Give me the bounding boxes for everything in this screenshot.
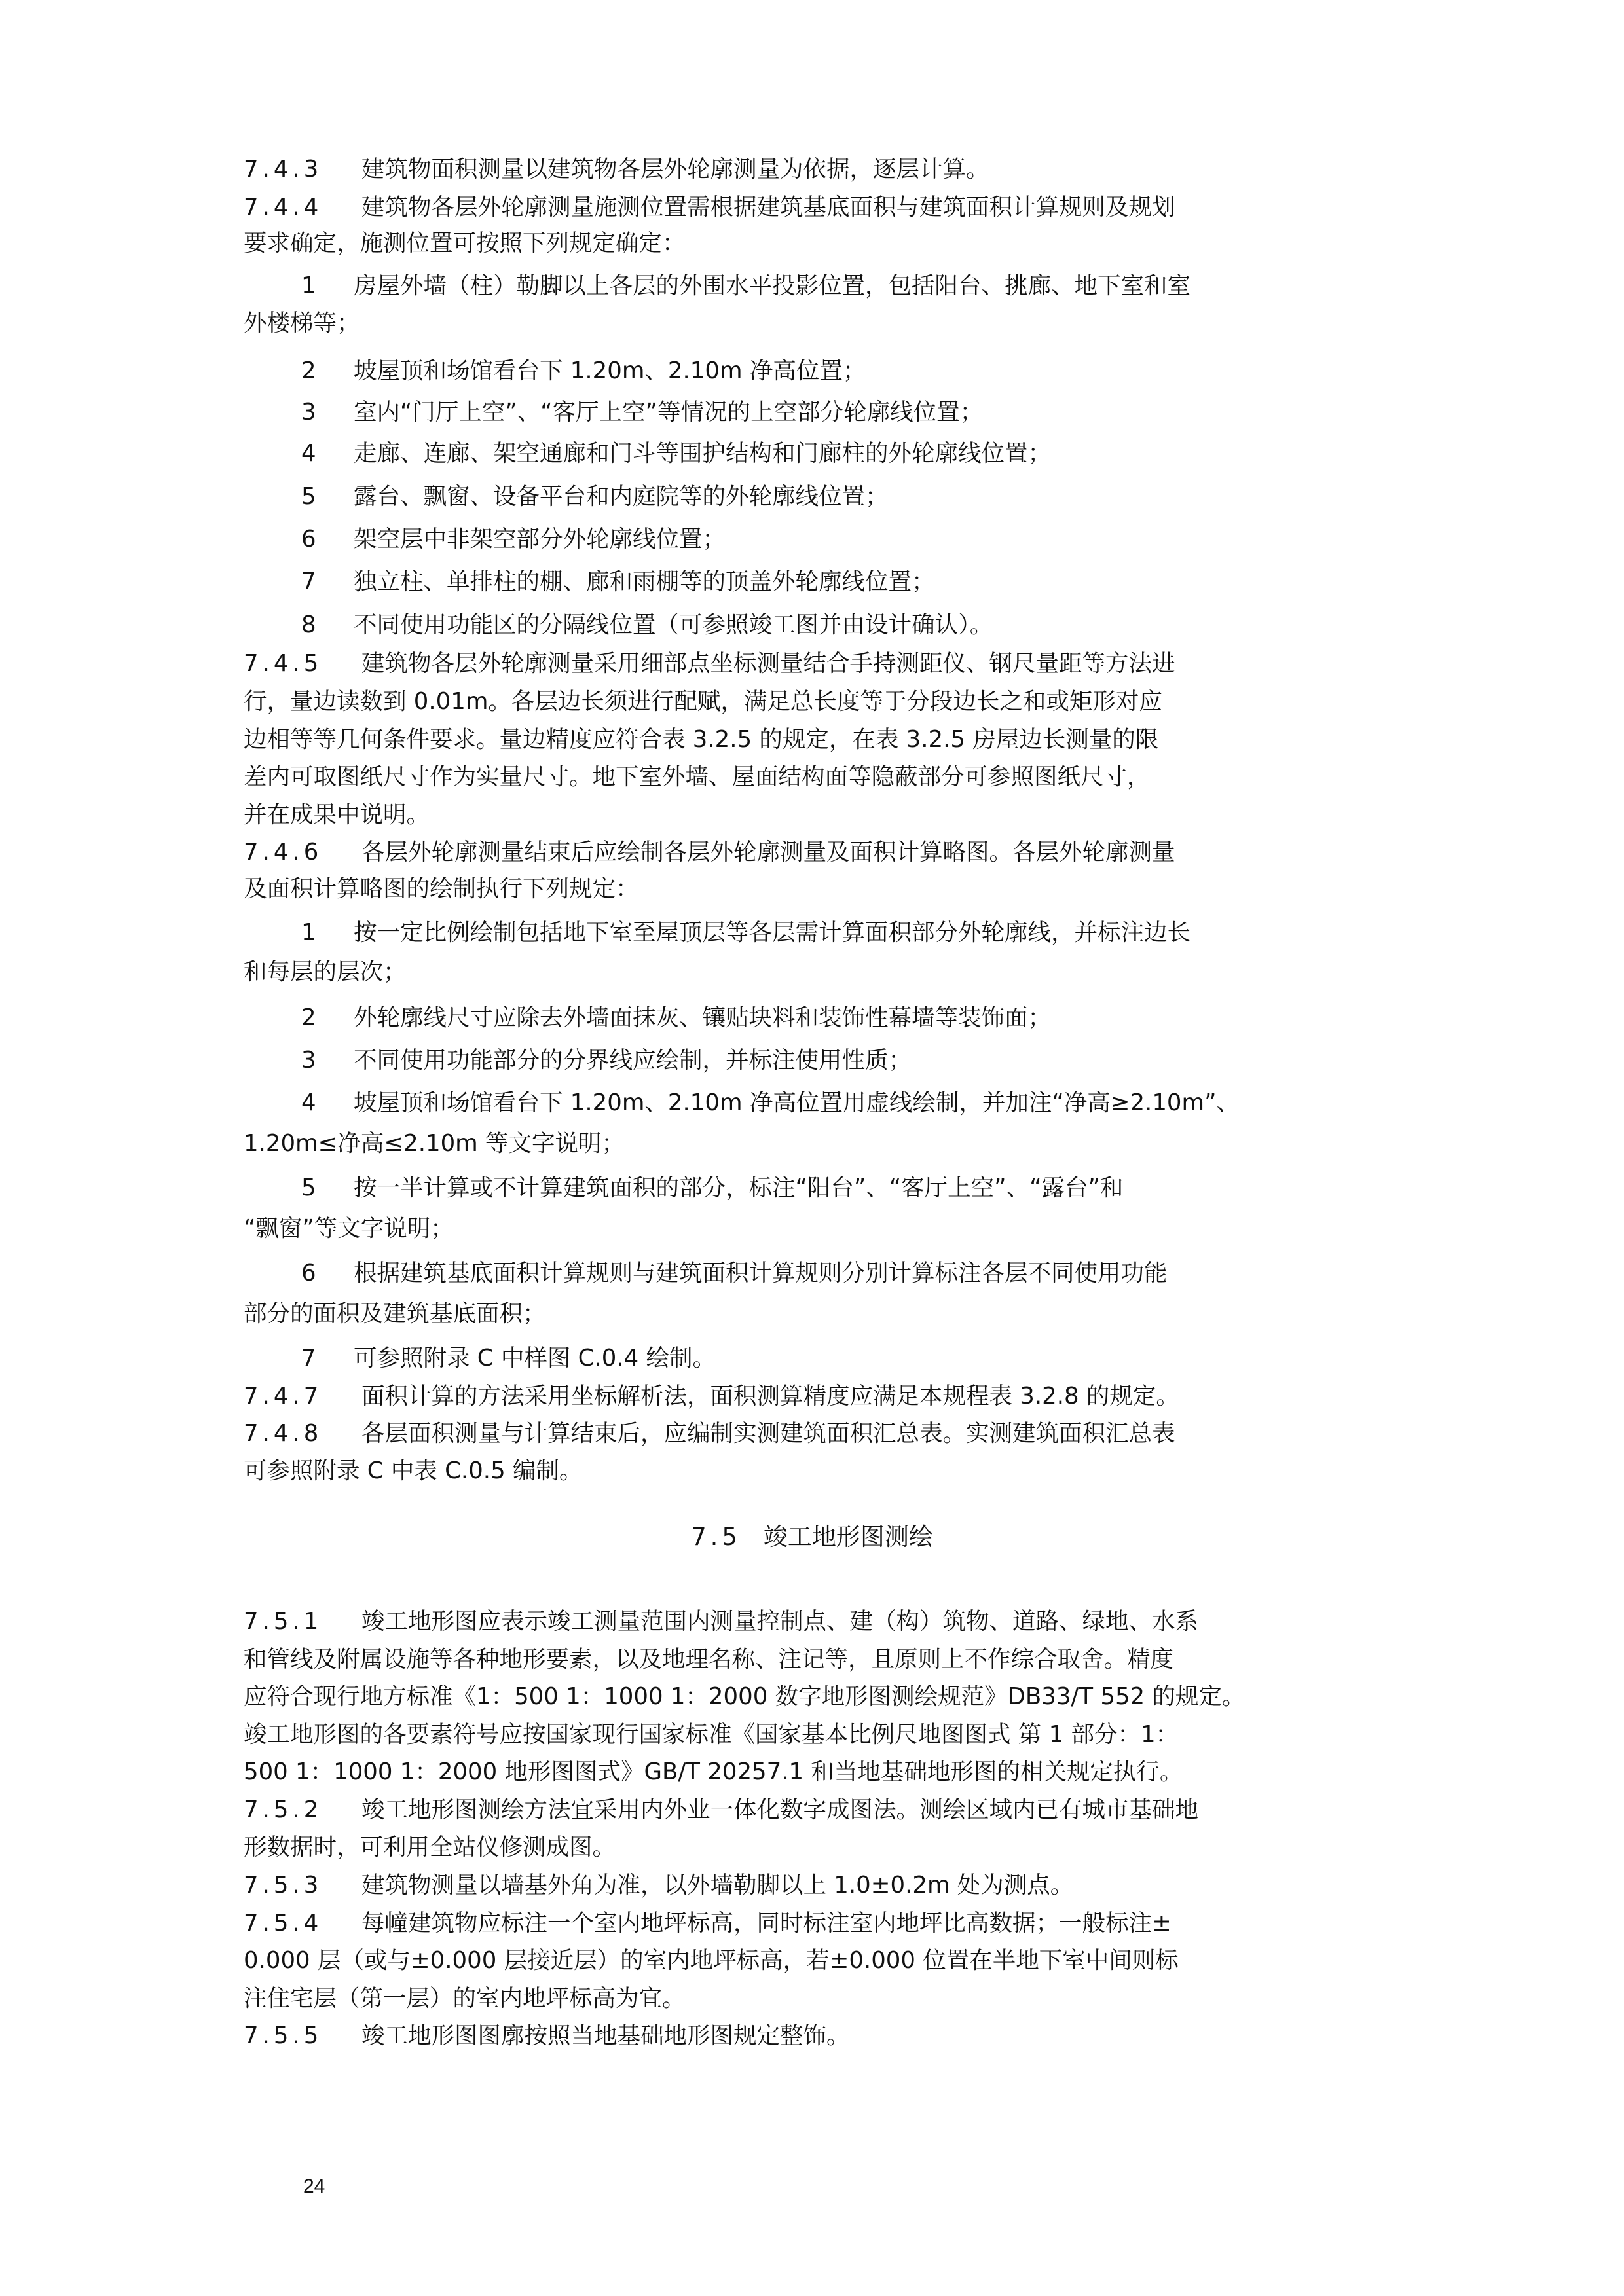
clause-7-4-4-cont xyxy=(244,226,1376,261)
clause-7-4-6 xyxy=(244,835,1376,870)
clause-number: 7.5.5 xyxy=(244,2022,323,2049)
list-item-number: 4 xyxy=(301,1089,316,1116)
clause-text: 竣工地形图应表示竣工测量范围内测量控制点、建（构）筑物、道路、绿地、水系 xyxy=(361,1608,1199,1635)
list-item xyxy=(244,479,1376,515)
list-item-cont: 部分的面积及建筑基底面积； xyxy=(244,1300,546,1327)
list-item-number: 1 xyxy=(301,272,316,299)
clause-number: 7.4.6 xyxy=(244,839,323,866)
clause-text-line: 500 1：1000 1：2000 地形图图式》GB/T 20257.1 和当地基础地形图的相关规定执行。 xyxy=(244,1758,1183,1785)
clause-text-line: 0.000 层（或与±0.000 层接近层）的室内地坪标高，若±0.000 位置在半地下室中间则标 xyxy=(244,1947,1179,1974)
list-item xyxy=(244,1085,1376,1121)
list-item-text: 按一半计算或不计算建筑面积的部分，标注“阳台”、“客厅上空”、“露台”和 xyxy=(354,1175,1124,1201)
list-item-text: 坡屋顶和场馆看台下 1.20m、2.10m 净高位置用虚线绘制，并加注“净高≥2.10m”、 xyxy=(354,1089,1240,1116)
list-item xyxy=(244,354,1376,389)
clause-text: 建筑物面积测量以建筑物各层外轮廓测量为依据，逐层计算。 xyxy=(361,156,989,183)
list-item-number: 7 xyxy=(301,1345,316,1372)
list-item-number: 6 xyxy=(301,526,316,553)
clause-7-4-3 xyxy=(244,152,1376,187)
clause-text: 建筑物各层外轮廓测量采用细部点坐标测量结合手持测距仪、钢尺量距等方法进 xyxy=(361,650,1175,677)
section-heading xyxy=(0,1519,1624,1556)
clause-number: 7.4.3 xyxy=(244,156,323,183)
list-item xyxy=(244,268,1376,304)
list-item-text: 按一定比例绘制包括地下室至屋顶层等各层需计算面积部分外轮廓线，并标注边长 xyxy=(354,919,1191,946)
clause-7-5-1 xyxy=(244,1604,1376,1639)
list-item xyxy=(244,1000,1376,1036)
clause-text: 各层面积测量与计算结束后，应编制实测建筑面积汇总表。实测建筑面积汇总表 xyxy=(361,1420,1175,1447)
clause-text: 建筑物测量以墙基外角为准，以外墙勒脚以上 1.0±0.2m 处为测点。 xyxy=(361,1872,1074,1899)
clause-text-line: 行，量边读数到 0.01m。各层边长须进行配赋，满足总长度等于分段边长之和或矩形对应 xyxy=(244,688,1162,715)
list-item xyxy=(244,608,1376,643)
list-item-cont: “飘窗”等文字说明； xyxy=(244,1215,454,1242)
list-item-text: 不同使用功能区的分隔线位置（可参照竣工图并由设计确认）。 xyxy=(354,611,993,638)
list-item-cont xyxy=(244,306,1376,341)
clause-text-line: 竣工地形图的各要素符号应按国家现行国家标准《国家基本比例尺地图图式 第 1 部分：1： xyxy=(244,1721,1179,1748)
list-item-number: 5 xyxy=(301,483,316,510)
clause-7-5-4 xyxy=(244,1906,1376,1941)
list-item-text: 外轮廓线尺寸应除去外墙面抹灰、镶贴块料和装饰性幕墙等装饰面； xyxy=(354,1004,1052,1031)
clause-7-5-2 xyxy=(244,1793,1376,1828)
clause-7-4-8 xyxy=(244,1416,1376,1451)
page-number: 24 xyxy=(303,2176,325,2197)
list-item-text: 根据建筑基底面积计算规则与建筑面积计算规则分别计算标注各层不同使用功能 xyxy=(354,1260,1168,1286)
clause-number: 7.4.4 xyxy=(244,194,323,221)
clause-number: 7.4.8 xyxy=(244,1420,323,1447)
clause-7-4-5 xyxy=(244,646,1376,682)
clause-text: 竣工地形图图廓按照当地基础地形图规定整饰。 xyxy=(361,2022,850,2049)
list-item xyxy=(244,1171,1376,1206)
list-item-number: 8 xyxy=(301,611,316,638)
list-item-number: 5 xyxy=(301,1175,316,1201)
clause-text: 竣工地形图测绘方法宜采用内外业一体化数字成图法。测绘区域内已有城市基础地 xyxy=(361,1796,1199,1823)
list-item xyxy=(244,522,1376,557)
clause-text-line: 及面积计算略图的绘制执行下列规定： xyxy=(244,875,639,902)
list-item-number: 3 xyxy=(301,399,316,426)
clause-number: 7.5.3 xyxy=(244,1872,323,1899)
list-item xyxy=(244,915,1376,951)
list-item-text: 不同使用功能部分的分界线应绘制，并标注使用性质； xyxy=(354,1047,912,1074)
clause-text-line: 和管线及附属设施等各种地形要素，以及地理名称、注记等，且原则上不作综合取舍。精度 xyxy=(244,1646,1174,1673)
clause-text-line: 应符合现行地方标准《1：500 1：1000 1：2000 数字地形图测绘规范》DB33/T 552 的规定。 xyxy=(244,1683,1246,1710)
list-item-number: 4 xyxy=(301,440,316,467)
list-item xyxy=(244,436,1376,471)
list-item-text: 坡屋顶和场馆看台下 1.20m、2.10m 净高位置； xyxy=(354,357,866,384)
list-item xyxy=(244,564,1376,600)
list-item-text: 架空层中非架空部分外轮廓线位置； xyxy=(354,526,726,553)
list-item-number: 3 xyxy=(301,1047,316,1074)
clause-text: 面积计算的方法采用坐标解析法，面积测算精度应满足本规程表 3.2.8 的规定。 xyxy=(361,1383,1179,1410)
list-item xyxy=(244,1256,1376,1291)
clause-text-line: 注住宅层（第一层）的室内地坪标高为宜。 xyxy=(244,1985,686,2012)
list-item-text: 走廊、连廊、架空通廊和门斗等围护结构和门廊柱的外轮廓线位置； xyxy=(354,440,1052,467)
section-number: 7.5 xyxy=(691,1523,741,1551)
clause-text: 各层外轮廓测量结束后应绘制各层外轮廓测量及面积计算略图。各层外轮廓测量 xyxy=(361,839,1175,866)
clause-number: 7.5.4 xyxy=(244,1910,323,1937)
clause-text-line: 边相等等几何条件要求。量边精度应符合表 3.2.5 的规定，在表 3.2.5 房屋边长测量的限 xyxy=(244,726,1159,753)
section-title: 竣工地形图测绘 xyxy=(763,1523,933,1551)
clause-number: 7.5.2 xyxy=(244,1796,323,1823)
clause-text-line: 形数据时，可利用全站仪修测成图。 xyxy=(244,1834,616,1861)
list-item-number: 2 xyxy=(301,357,316,384)
clause-text: 要求确定，施测位置可按照下列规定确定： xyxy=(244,230,686,257)
list-item-text: 外楼梯等； xyxy=(244,310,360,337)
clause-7-5-5 xyxy=(244,2018,1376,2054)
list-item-cont: 和每层的层次； xyxy=(244,958,407,985)
list-item-number: 1 xyxy=(301,919,316,946)
clause-number: 7.4.5 xyxy=(244,650,323,677)
clause-text: 每幢建筑物应标注一个室内地坪标高，同时标注室内地坪比高数据；一般标注± xyxy=(361,1910,1172,1937)
clause-text-line: 并在成果中说明。 xyxy=(244,801,430,828)
list-item xyxy=(244,395,1376,430)
list-item-text: 可参照附录 C 中样图 C.0.4 绘制。 xyxy=(354,1345,716,1372)
clause-number: 7.5.1 xyxy=(244,1608,323,1635)
list-item-number: 7 xyxy=(301,568,316,595)
clause-7-5-3 xyxy=(244,1868,1376,1903)
clause-7-4-4 xyxy=(244,190,1376,225)
list-item-text: 房屋外墙（柱）勒脚以上各层的外围水平投影位置，包括阳台、挑廊、地下室和室 xyxy=(354,272,1191,299)
list-item-text: 室内“门厅上空”、“客厅上空”等情况的上空部分轮廓线位置； xyxy=(354,399,984,426)
clause-text-line: 可参照附录 C 中表 C.0.5 编制。 xyxy=(244,1457,583,1484)
list-item xyxy=(244,1341,1376,1376)
list-item-number: 6 xyxy=(301,1260,316,1286)
clause-text-line: 差内可取图纸尺寸作为实量尺寸。地下室外墙、屋面结构面等隐蔽部分可参照图纸尺寸， xyxy=(244,763,1151,790)
clause-number: 7.4.7 xyxy=(244,1383,323,1410)
clause-7-4-7 xyxy=(244,1379,1376,1414)
list-item-cont: 1.20m≤净高≤2.10m 等文字说明； xyxy=(244,1130,625,1157)
list-item-text: 露台、飘窗、设备平台和内庭院等的外轮廓线位置； xyxy=(354,483,889,510)
list-item xyxy=(244,1043,1376,1078)
list-item-number: 2 xyxy=(301,1004,316,1031)
clause-text: 建筑物各层外轮廓测量施测位置需根据建筑基底面积与建筑面积计算规则及规划 xyxy=(361,194,1175,221)
list-item-text: 独立柱、单排柱的棚、廊和雨棚等的顶盖外轮廓线位置； xyxy=(354,568,935,595)
